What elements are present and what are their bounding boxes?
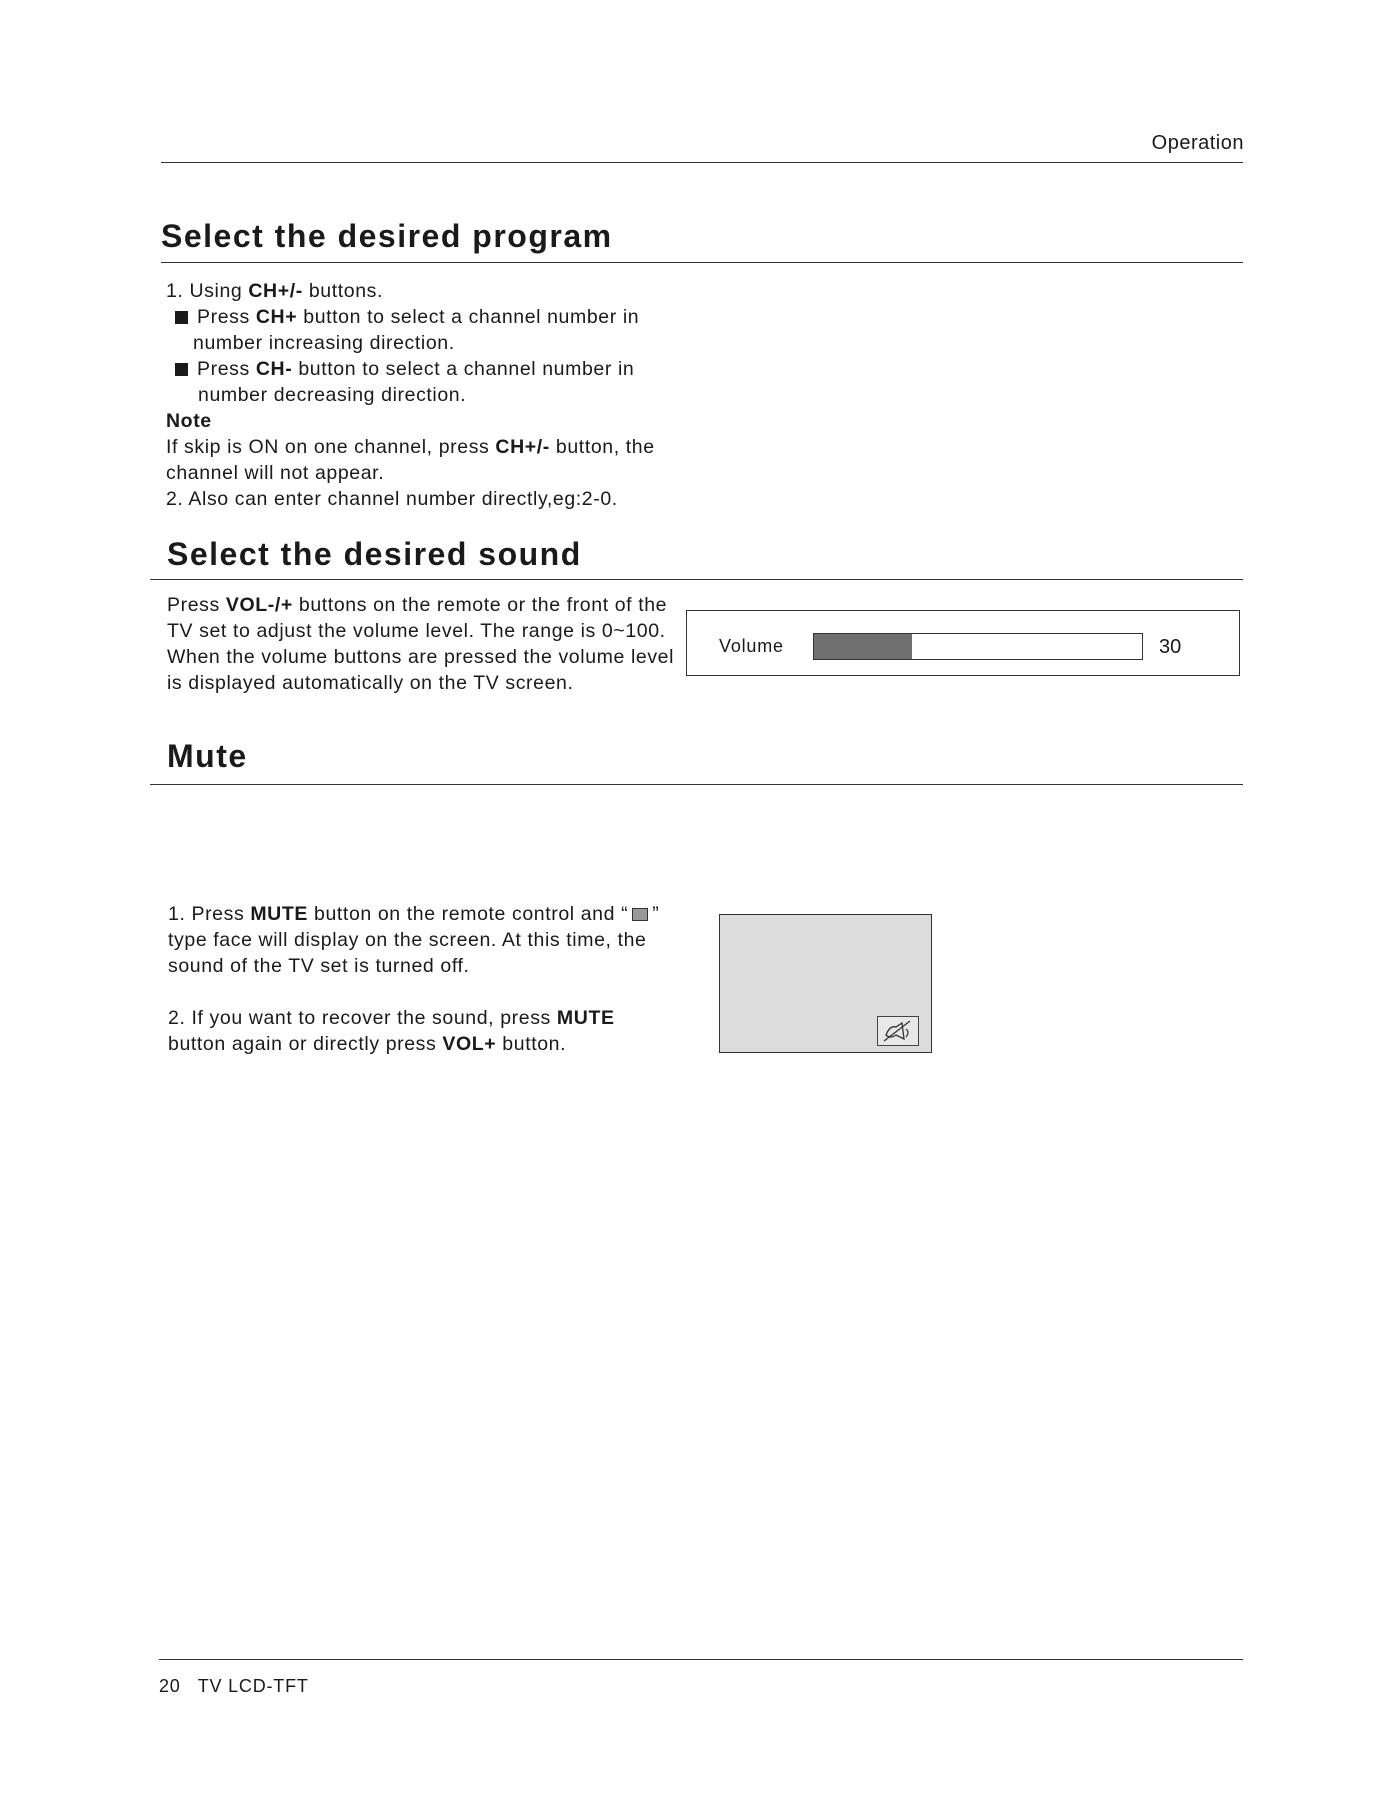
mute-step-1-line-2: type face will display on the screen. At this time, the [168, 929, 647, 951]
program-note-line-2: channel will not appear. [166, 462, 385, 484]
header-rule [161, 162, 1243, 163]
volume-osd-panel [686, 610, 1240, 676]
mute-icon [632, 908, 648, 921]
program-bullet-ch-minus-cont: number decreasing direction. [198, 384, 467, 406]
section-rule-mute [150, 784, 1243, 785]
program-note-line-1: If skip is ON on one channel, press CH+/- button, the [166, 436, 655, 458]
mute-step-2-line-2: button again or directly press VOL+ button. [168, 1033, 567, 1055]
sound-line-3: When the volume buttons are pressed the volume level [167, 646, 675, 668]
sound-line-2: TV set to adjust the volume level. The range is 0~100. [167, 620, 666, 642]
section-title-sound: Select the desired sound [167, 536, 582, 572]
bullet-square-icon [175, 311, 188, 324]
sound-line-1: Press VOL-/+ buttons on the remote or the front of the [167, 594, 668, 616]
program-bullet-ch-plus-cont: number increasing direction. [193, 332, 455, 354]
program-instructions [166, 278, 726, 512]
sound-line-4: is displayed automatically on the TV screen. [167, 672, 574, 694]
mute-step-1-line-3: sound of the TV set is turned off. [168, 955, 470, 977]
section-rule-program [161, 262, 1243, 263]
volume-osd-bar-fill [814, 634, 912, 659]
program-bullet-ch-plus: Press CH+ button to select a channel number in [166, 304, 726, 330]
volume-osd-label: Volume [719, 636, 784, 656]
footer-rule [159, 1659, 1243, 1660]
section-rule-sound [150, 579, 1243, 580]
mute-spacer [168, 979, 708, 1005]
program-step-2: 2. Also can enter channel number directly,eg:2-0. [166, 488, 618, 510]
tv-screen-illustration [719, 914, 932, 1053]
section-title-program: Select the desired program [161, 218, 613, 254]
section-title-mute: Mute [167, 738, 248, 774]
header-section-label: Operation [1151, 132, 1244, 154]
sound-instructions [167, 592, 687, 696]
volume-osd-value: 30 [1159, 636, 1182, 658]
mute-icon [877, 1016, 919, 1046]
program-note-label: Note [166, 410, 212, 432]
mute-instructions [168, 901, 708, 1057]
program-bullet-ch-minus: Press CH- button to select a channel number in [166, 356, 726, 382]
mute-step-2-line-1: 2. If you want to recover the sound, press MUTE [168, 1007, 615, 1029]
mute-step-1-line-1: 1. Press MUTE button on the remote control and “ ” [168, 903, 660, 925]
program-step-1: 1. Using CH+/- buttons. [166, 280, 384, 302]
footer-page-label: 20 TV LCD-TFT [159, 1676, 309, 1696]
volume-osd-bar [813, 633, 1143, 660]
bullet-square-icon [175, 363, 188, 376]
